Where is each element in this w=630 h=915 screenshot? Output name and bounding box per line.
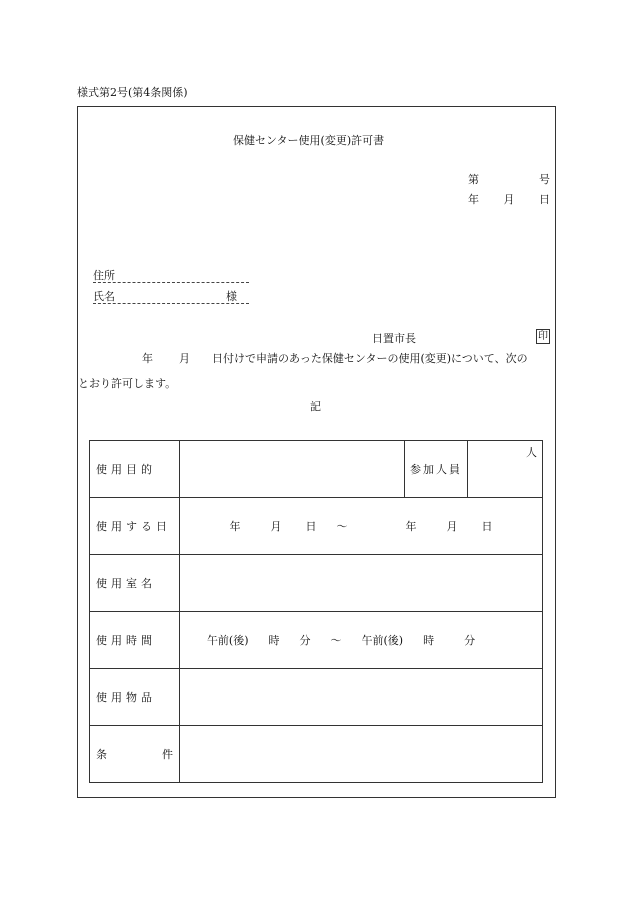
body-text-1: 日付けで申請のあった保健センターの使用(変更)について、次の	[212, 352, 528, 365]
date-value[interactable]	[180, 498, 543, 555]
time-from-ampm: 午前(後)	[206, 634, 249, 647]
time-from-minute: 分	[299, 634, 311, 647]
conditions-value[interactable]	[180, 726, 543, 783]
recipient-address-line	[93, 267, 249, 283]
table-row-purpose	[90, 441, 543, 498]
conditions-label	[90, 726, 180, 783]
date-to-month: 月	[446, 520, 458, 533]
document-title: 保健センター使用(変更)許可書	[233, 134, 385, 147]
body-month: 月	[179, 352, 190, 365]
date-range-mark: ～	[336, 520, 348, 533]
date-from-year: 年	[229, 520, 241, 533]
date-month: 月	[503, 193, 515, 206]
purpose-value[interactable]	[180, 441, 405, 498]
date-label: 使用する日	[90, 498, 180, 555]
attendees-value[interactable]	[468, 441, 543, 498]
table-row-date	[90, 498, 543, 555]
name-label: 氏名	[93, 290, 115, 303]
date-to-day: 日	[481, 520, 493, 533]
date-day: 日	[539, 193, 550, 206]
seal-mark: 印	[538, 331, 548, 342]
body-text-line-1	[142, 350, 528, 366]
attendees-unit: 人	[526, 446, 537, 459]
time-from-hour: 時	[268, 634, 280, 647]
purpose-label: 使用目的	[90, 441, 180, 498]
document-number	[468, 171, 550, 187]
time-value[interactable]	[180, 612, 543, 669]
body-year: 年	[142, 352, 153, 365]
date-from-month: 月	[270, 520, 282, 533]
time-to-minute: 分	[464, 634, 476, 647]
date-to-year: 年	[405, 520, 417, 533]
number-prefix: 第	[468, 173, 479, 186]
time-to-ampm: 午前(後)	[361, 634, 404, 647]
time-label: 使用時間	[90, 612, 180, 669]
address-label: 住所	[93, 269, 115, 282]
table-row-items	[90, 669, 543, 726]
time-range-mark: ～	[330, 634, 342, 647]
items-value[interactable]	[180, 669, 543, 726]
room-label: 使用室名	[90, 555, 180, 612]
table-row-room	[90, 555, 543, 612]
body-text-line-2: とおり許可します。	[78, 377, 177, 390]
time-to-hour: 時	[423, 634, 435, 647]
table-row-conditions	[90, 726, 543, 783]
number-suffix: 号	[539, 173, 550, 186]
conditions-label-2: 件	[162, 748, 173, 761]
conditions-label-1: 条	[96, 748, 107, 761]
date-year: 年	[468, 193, 479, 206]
room-value[interactable]	[180, 555, 543, 612]
date-from-day: 日	[305, 520, 317, 533]
form-number-label: 様式第2号(第4条関係)	[77, 86, 188, 99]
attendees-label: 参加人員	[405, 441, 468, 498]
document-date	[468, 191, 550, 207]
usage-details-table	[89, 440, 543, 783]
table-row-time	[90, 612, 543, 669]
note-label: 記	[310, 400, 321, 413]
items-label: 使用物品	[90, 669, 180, 726]
name-honorific: 様	[226, 290, 237, 303]
recipient-name-line	[93, 288, 249, 304]
issuer-title: 日置市長	[372, 332, 416, 345]
